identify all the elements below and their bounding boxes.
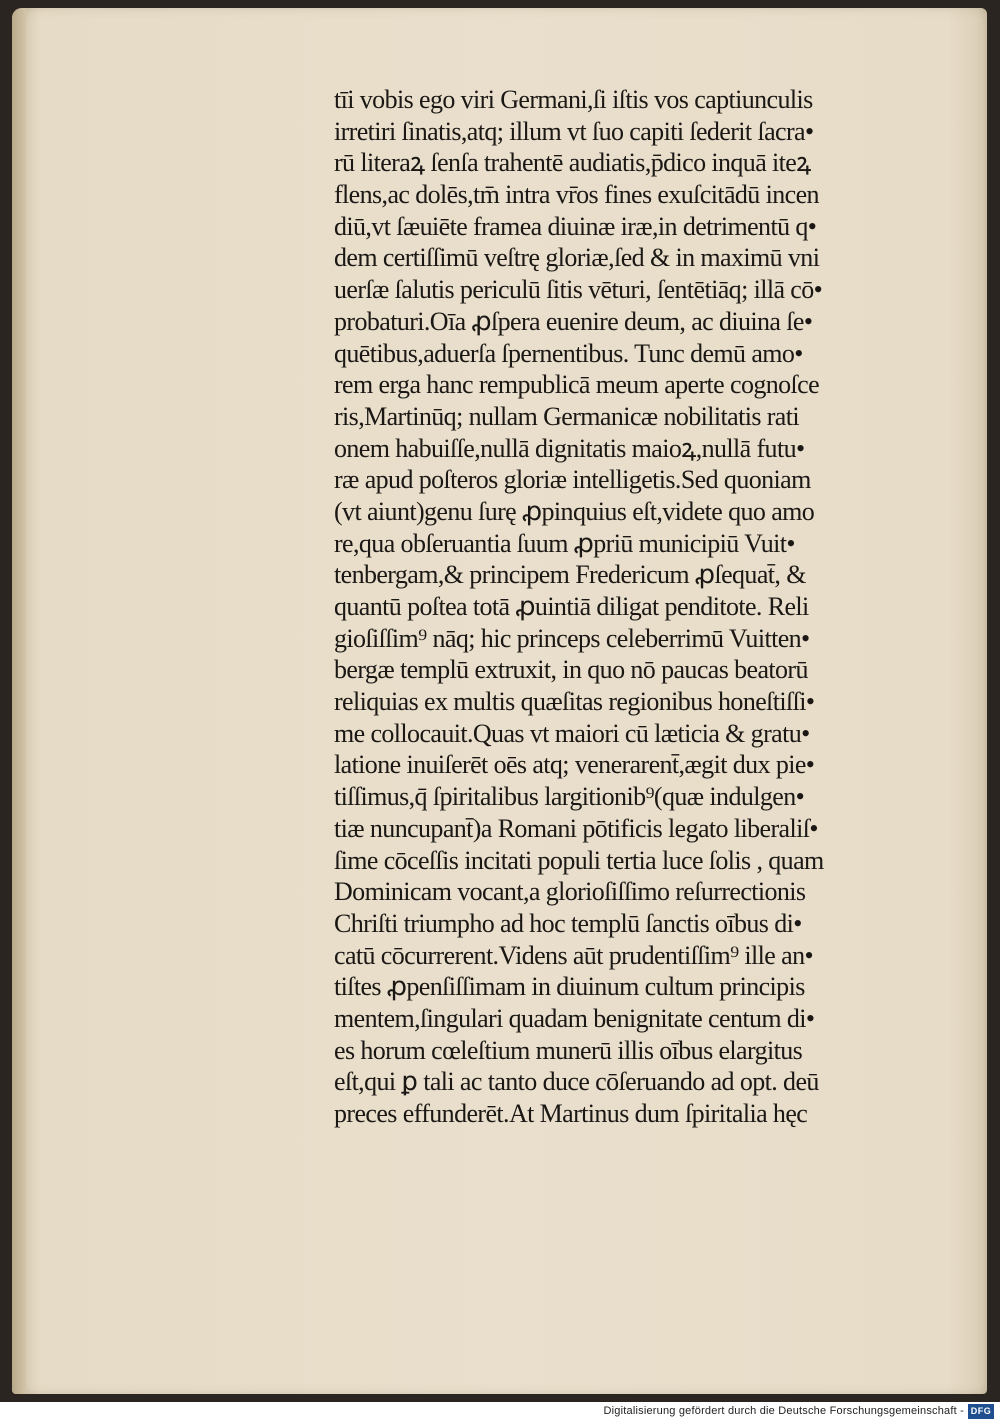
text-line: quantū poſtea totā ꝓuintiā diligat penditote. Reli xyxy=(334,592,809,621)
text-line: ris,Martinūq; nullam Germanicæ nobilitatis rati xyxy=(334,401,799,431)
dfg-logo: DFG xyxy=(968,1404,994,1419)
footer-bar xyxy=(0,1402,1000,1422)
text-line: latione inuiſerēt oēs atq; venerarent̄,ægit dux pie• xyxy=(334,750,815,780)
text-line: flens,ac dolēs,tm̄ intra vr̄os fines exuſcitādū incen xyxy=(334,180,819,210)
text-line: Dominicam vocant,a glorioſiſſimo reſurrectionis xyxy=(334,877,806,907)
text-line: diū,vt ſæuiēte framea diuinæ iræ,in detrimentū q• xyxy=(334,211,817,241)
text-line: reliquias ex multis quæſitas regionibus honeſtiſſi• xyxy=(334,687,815,717)
footer-credit: Digitalisierung gefördert durch die Deutsche Forschungsgemeinschaft - xyxy=(603,1405,964,1417)
text-line: es horum cœleſtium munerū illis oībus elargitus xyxy=(334,1035,803,1065)
text-line: preces effunderēt.At Martinus dum ſpiritalia hęc xyxy=(334,1099,808,1128)
text-line: onem habuiſſe,nullā dignitatis maioꝝ,nullā futu• xyxy=(334,433,805,463)
text-line: (vt aiunt)genu ſurę ꝓpinquius eſt,videte quo amo xyxy=(334,496,815,526)
text-line: bergæ templū extruxit, in quo nō paucas beatorū xyxy=(334,655,808,685)
text-line: quētibus,aduerſa ſpernentibus. Tunc demū amo• xyxy=(334,338,803,368)
text-line: uerſæ ſalutis periculū ſitis vēturi, ſentētiāq; illā cō• xyxy=(334,275,823,305)
text-line: tiæ nuncupant̄)a Romani pōtificis legato liberaliſ• xyxy=(334,813,818,843)
text-line: tīi vobis ego viri Germani,ſi iſtis vos captiunculis xyxy=(334,85,813,114)
text-line: mentem,ſingulari quadam benignitate centum di• xyxy=(334,1003,815,1033)
text-line: ſime cōceſſis incitati populi tertia luce ſolis , quam xyxy=(334,845,824,875)
text-line: tiſſimus,q̄ ſpiritalibus largitionib⁹(quæ indulgen• xyxy=(334,782,805,812)
text-line: rū literaꝝ ſenſa trahentē audiatis,p̄dico inquā iteꝝ xyxy=(334,148,811,178)
text-line: catū cōcurrerent.Videns aūt prudentiſſim⁹ ille an• xyxy=(334,940,813,970)
body-text xyxy=(334,84,964,1130)
text-line: eſt,qui ꝑ tali ac tanto duce cōſeruando ad opt. deū xyxy=(334,1067,819,1097)
text-line: irretiri ſinatis,atq; illum vt ſuo capiti ſederit ſacra• xyxy=(334,116,814,146)
text-line: gioſiſſim⁹ nāq; hic princeps celeberrimū Vuitten• xyxy=(334,623,810,653)
text-line: rem erga hanc rempublicā meum aperte cognoſce xyxy=(334,370,820,400)
text-line: Chriſti triumpho ad hoc templū ſanctis oībus di• xyxy=(334,908,802,938)
text-line: tenbergam,& principem Fredericum ꝓſequat̄, & xyxy=(334,560,806,590)
text-line: tiſtes ꝓpenſiſſimam in diuinum cultum principis xyxy=(334,972,805,1002)
page-binding-edge xyxy=(12,8,26,1394)
text-line: re,qua obſeruantia ſuum ꝓpriū municipiū Vuit• xyxy=(334,528,795,558)
text-line: ræ apud poſteros gloriæ intelligetis.Sed quoniam xyxy=(334,465,811,495)
text-line: dem certiſſimū veſtrę gloriæ,ſed & in maximū vni xyxy=(334,243,820,273)
text-line: me collocauit.Quas vt maiori cū læticia & gratu• xyxy=(334,718,810,748)
text-line: probaturi.Oīa ꝓſpera euenire deum, ac diuina ſe• xyxy=(334,306,813,336)
